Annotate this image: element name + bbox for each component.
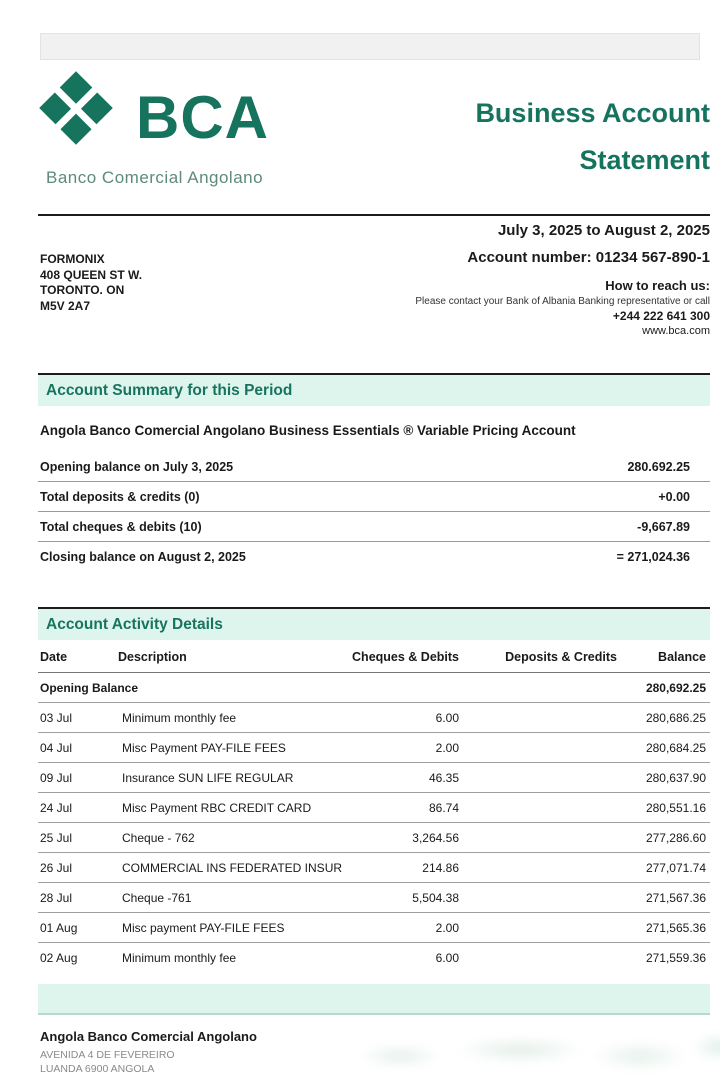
account-activity-section xyxy=(38,607,710,640)
activity-table-row xyxy=(38,793,710,823)
summary-value: 280.692.25 xyxy=(499,452,710,482)
activity-table-row xyxy=(38,913,710,943)
opening-balance-value: 280,692.25 xyxy=(621,673,710,703)
cell-credit xyxy=(463,733,621,763)
cell-balance: 271,567.36 xyxy=(621,883,710,913)
cell-description: Insurance SUN LIFE REGULAR xyxy=(116,763,348,793)
contact-heading: How to reach us: xyxy=(605,278,710,293)
bank-short-name: BCA xyxy=(136,84,269,151)
cell-date: 01 Aug xyxy=(38,913,116,943)
cell-balance: 280,684.25 xyxy=(621,733,710,763)
cell-debit: 6.00 xyxy=(348,703,463,733)
summary-value: = 271,024.36 xyxy=(616,550,690,564)
statement-period: July 3, 2025 to August 2, 2025 xyxy=(497,222,710,239)
cell-description: Misc Payment PAY-FILE FEES xyxy=(116,733,348,763)
cell-balance: 280,637.90 xyxy=(621,763,710,793)
activity-table-row xyxy=(38,703,710,733)
activity-table xyxy=(38,641,710,972)
cell-description: Minimum monthly fee xyxy=(116,703,348,733)
activity-table-row xyxy=(38,883,710,913)
bca-diamond-logo-icon xyxy=(38,78,134,158)
cell-debit: 6.00 xyxy=(435,951,459,965)
summary-table xyxy=(38,452,710,571)
cell-debit: 214.86 xyxy=(348,853,463,883)
summary-row xyxy=(38,452,710,482)
cell-balance: 280,551.16 xyxy=(621,793,710,823)
cell-description: Cheque -761 xyxy=(116,883,348,913)
cell-credit xyxy=(463,823,621,853)
cell-balance: 280,686.25 xyxy=(621,703,710,733)
summary-label: Closing balance on August 2, 2025 xyxy=(40,550,246,564)
summary-row xyxy=(38,512,710,542)
summary-row xyxy=(38,542,710,572)
bank-tagline: Banco Comercial Angolano xyxy=(46,168,264,187)
summary-label: Opening balance on July 3, 2025 xyxy=(38,452,499,482)
contact-phone: +244 222 641 300 xyxy=(612,309,710,323)
cell-debit: 5,504.38 xyxy=(348,883,463,913)
recipient-name: FORMONIX xyxy=(40,252,105,266)
activity-table-row xyxy=(38,763,710,793)
cell-credit xyxy=(463,853,621,883)
cell-date: 24 Jul xyxy=(38,793,116,823)
cell-credit xyxy=(463,793,621,823)
cell-debit: 86.74 xyxy=(348,793,463,823)
cell-credit xyxy=(463,763,621,793)
header-divider xyxy=(38,214,710,216)
cell-date: 02 Aug xyxy=(40,951,78,965)
cell-description: Misc payment PAY-FILE FEES xyxy=(116,913,348,943)
recipient-address-block xyxy=(40,252,142,314)
footer-address xyxy=(40,1048,720,1076)
cell-description: Cheque - 762 xyxy=(116,823,348,853)
column-header-date: Date xyxy=(38,641,116,673)
activity-table-row xyxy=(38,823,710,853)
footer-bank-name: Angola Banco Comercial Angolano xyxy=(40,1029,257,1044)
opening-balance-row xyxy=(38,673,710,703)
cell-balance: 271,565.36 xyxy=(621,913,710,943)
summary-row xyxy=(38,482,710,512)
document-title-line1: Business Account xyxy=(475,98,710,128)
footer-address-line1: AVENIDA 4 DE FEVEREIRO xyxy=(40,1049,175,1061)
summary-label: Total deposits & credits (0) xyxy=(38,482,499,512)
footer xyxy=(40,1029,720,1076)
activity-table-row xyxy=(38,943,710,973)
activity-header-row xyxy=(38,641,710,673)
cell-credit xyxy=(463,913,621,943)
footer-address-line2: LUANDA 6900 ANGOLA xyxy=(40,1063,155,1076)
column-header-credits: Deposits & Credits xyxy=(463,641,621,673)
activity-table-row xyxy=(38,853,710,883)
activity-table-body xyxy=(38,673,710,973)
cell-debit: 2.00 xyxy=(348,913,463,943)
cell-date: 09 Jul xyxy=(38,763,116,793)
cell-balance: 271,559.36 xyxy=(645,951,706,965)
summary-value: +0.00 xyxy=(499,482,710,512)
contact-website[interactable]: www.bca.com xyxy=(642,325,710,337)
summary-heading: Account Summary for this Period xyxy=(46,381,293,399)
account-number: Account number: 01234 567-890-1 xyxy=(467,249,710,266)
column-header-description: Description xyxy=(116,641,348,673)
account-summary-section xyxy=(38,373,710,406)
cell-credit xyxy=(463,703,621,733)
activity-table-row xyxy=(38,733,710,763)
cell-date: 04 Jul xyxy=(38,733,116,763)
bank-logo xyxy=(38,76,269,188)
cell-description: Misc Payment RBC CREDIT CARD xyxy=(116,793,348,823)
redacted-header-bar xyxy=(40,33,700,60)
recipient-address-line3: M5V 2A7 xyxy=(40,298,91,313)
document-title xyxy=(475,76,710,185)
cell-date: 26 Jul xyxy=(38,853,116,883)
cell-description: Minimum monthly fee xyxy=(122,951,237,965)
cell-credit xyxy=(463,943,621,973)
cell-date: 25 Jul xyxy=(38,823,116,853)
cell-debit: 3,264.56 xyxy=(348,823,463,853)
cell-debit: 2.00 xyxy=(348,733,463,763)
cell-date: 03 Jul xyxy=(38,703,116,733)
column-header-debits: Cheques & Debits xyxy=(348,641,463,673)
summary-label: Total cheques & debits (10) xyxy=(38,512,499,542)
recipient-address-line1: 408 QUEEN ST W. xyxy=(40,267,143,282)
statement-info xyxy=(38,222,710,337)
cell-credit xyxy=(463,883,621,913)
contact-instruction: Please contact your Bank of Albania Banking representative or call xyxy=(415,296,710,307)
cell-description: COMMERCIAL INS FEDERATED INSUR xyxy=(116,853,348,883)
cell-balance: 277,286.60 xyxy=(621,823,710,853)
summary-value: -9,667.89 xyxy=(499,512,710,542)
recipient-address-line2: TORONTO. ON xyxy=(40,283,125,298)
statement-header xyxy=(38,76,710,188)
activity-heading: Account Activity Details xyxy=(46,615,223,633)
product-name: Angola Banco Comercial Angolano Business Essentials ® Variable Pricing Account xyxy=(40,423,576,438)
column-header-balance: Balance xyxy=(621,641,710,673)
cell-balance: 277,071.74 xyxy=(621,853,710,883)
document-title-line2: Statement xyxy=(579,145,710,176)
cell-debit: 46.35 xyxy=(348,763,463,793)
cell-date: 28 Jul xyxy=(38,883,116,913)
opening-balance-label: Opening Balance xyxy=(38,673,621,703)
